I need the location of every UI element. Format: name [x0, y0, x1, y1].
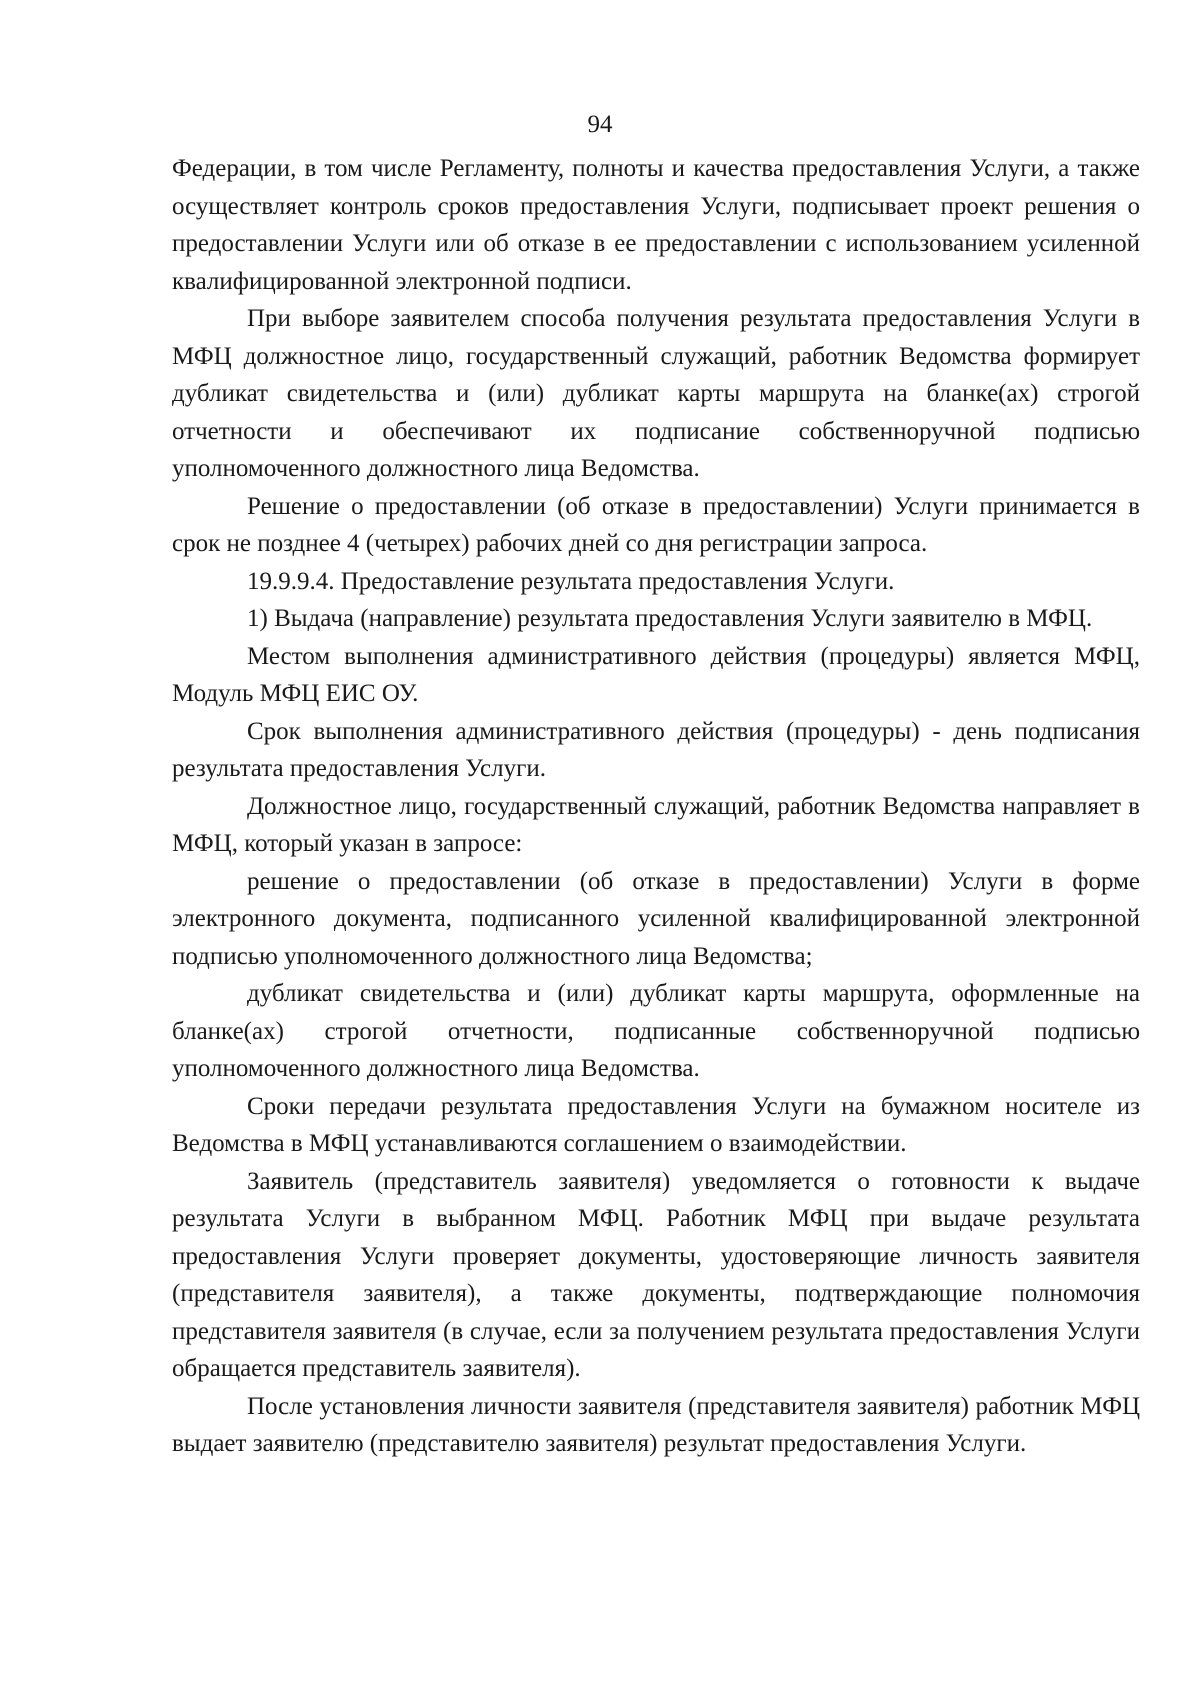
paragraph-place-of-action: Местом выполнения административного действия (процедуры) является МФЦ, Модуль МФЦ ЕИС ОУ.	[172, 642, 1140, 707]
section-heading-19-9-9-4: 19.9.9.4. Предоставление результата предоставления Услуги.	[247, 567, 895, 595]
paragraph-result-method-mfc: При выборе заявителем способа получения результата предоставления Услуги в МФЦ должностное лицо, государственный служащий, работник Ведомства формирует дубликат свидетельства и (или) дубликат карты маршрута на бланке(ах) строгой отчетности и обеспечивают их подписание собственноручной подписью уполномоченного должностного лица Ведомства.	[172, 305, 1140, 482]
paragraph-result-issuance: После установления личности заявителя (представителя заявителя) работник МФЦ выдает заявителю (представителю заявителя) результат предоставления Услуги.	[172, 1392, 1140, 1457]
paragraph-action-deadline: Срок выполнения административного действия (процедуры) - день подписания результата предоставления Услуги.	[172, 717, 1140, 782]
paragraph-duplicate-certificate: дубликат свидетельства и (или) дубликат карты маршрута, оформленные на бланке(ах) строгой отчетности, подписанные собственноручной подписью уполномоченного должностного лица Ведомства.	[172, 980, 1140, 1082]
list-item-1-issue-result: 1) Выдача (направление) результата предоставления Услуги заявителю в МФЦ.	[247, 605, 1093, 632]
paragraph-applicant-notification: Заявитель (представитель заявителя) уведомляется о готовности к выдаче результата Услуги в выбранном МФЦ. Работник МФЦ при выдаче результата предоставления Услуги проверяет документы, удостоверяющие личность заявителя (представителя заявителя), а также документы, подтверждающие полномочия представителя заявителя (в случае, если за получением результата предоставления Услуги обращается представитель заявителя).	[172, 1167, 1140, 1382]
paragraph-transfer-terms: Сроки передачи результата предоставления Услуги на бумажном носителе из Ведомства в МФЦ устанавливаются соглашением о взаимодействии.	[172, 1092, 1140, 1157]
page-number: 94	[587, 111, 613, 138]
paragraph-electronic-decision: решение о предоставлении (об отказе в предоставлении) Услуги в форме электронного документа, подписанного усиленной квалифицированной электронной подписью уполномоченного должностного лица Ведомства;	[172, 867, 1140, 970]
document-body	[172, 150, 1140, 1463]
paragraph-decision-deadline: Решение о предоставлении (об отказе в предоставлении) Услуги принимается в срок не позднее 4 (четырех) рабочих дней со дня регистрации запроса.	[172, 492, 1140, 557]
paragraph-continuation: Федерации, в том числе Регламенту, полноты и качества предоставления Услуги, а также осуществляет контроль сроков предоставления Услуги, подписывает проект решения о предоставлении Услуги или об отказе в ее предоставлении с использованием усиленной квалифицированной электронной подписи.	[172, 155, 1140, 295]
paragraph-official-sends: Должностное лицо, государственный служащий, работник Ведомства направляет в МФЦ, который указан в запросе:	[172, 792, 1140, 857]
